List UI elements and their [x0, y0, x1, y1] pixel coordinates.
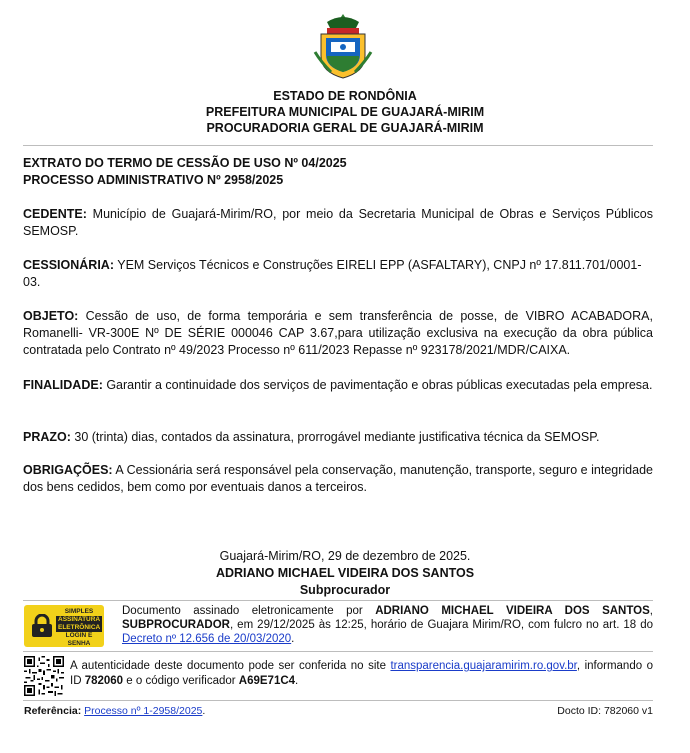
- cessionaria-label: CESSIONÁRIA:: [23, 258, 114, 272]
- finalidade-text: Garantir a continuidade dos serviços de pavimentação e obras públicas executadas pela empresa.: [102, 378, 653, 392]
- auth-divider: [23, 651, 653, 652]
- badge-assinatura: ASSINATURA: [58, 616, 101, 623]
- section-cedente: [23, 206, 653, 240]
- auth-middle2: e o código verificador: [123, 675, 239, 687]
- objeto-text: Cessão de uso, de forma temporária e sem transferência de posse, de VIBRO ACABADORA, Romanelli- VR-300E Nº DE SÉRIE 000046 CAP 3.67,para utilização exclusiva na execução da obra pública contratada pelo Contrato nº 49/2023 Processo nº 611/2023 Repasse nº 923178/2021/MDR/CAIXA.: [23, 309, 653, 357]
- document-header: [0, 88, 690, 136]
- section-prazo: [23, 429, 653, 446]
- badge-login: LOGIN E SENHA: [65, 632, 93, 647]
- place-date: Guajará-Mirim/RO, 29 de dezembro de 2025.: [219, 549, 471, 563]
- electronic-signature-text: [122, 604, 653, 646]
- footer-doc-id: [557, 705, 653, 718]
- esig-suffix: .: [291, 633, 295, 645]
- processo-title: PROCESSO ADMINISTRATIVO Nº 2958/2025: [23, 173, 284, 187]
- electronic-signature-badge: [24, 605, 104, 647]
- section-obrigacoes: [23, 462, 653, 496]
- section-cessionaria: [23, 257, 653, 291]
- doc-id-text: Docto ID: 782060 v1: [557, 705, 653, 717]
- header-procuradoria: PROCURADORIA GERAL DE GUAJARÁ-MIRIM: [206, 121, 484, 135]
- esig-prefix: Documento assinado eletronicamente por: [122, 605, 376, 617]
- footer-divider: [23, 700, 653, 701]
- auth-suffix: .: [295, 675, 299, 687]
- decree-link[interactable]: Decreto nº 12.656 de 20/03/2020: [122, 633, 292, 645]
- header-divider: [23, 145, 653, 146]
- transparency-site-link[interactable]: transparencia.guajaramirim.ro.gov.br: [390, 660, 577, 672]
- badge-label: [56, 608, 102, 648]
- reference-suffix: .: [202, 705, 206, 717]
- qr-code-icon: [24, 656, 64, 696]
- obrigacoes-label: OBRIGAÇÕES:: [23, 463, 113, 477]
- process-link[interactable]: Processo nº 1-2958/2025: [84, 705, 203, 717]
- cessionaria-text: YEM Serviços Técnicos e Construções EIRELI EPP (ASFALTARY), CNPJ nº 17.811.701/0001-03.: [23, 258, 642, 289]
- auth-prefix: A autenticidade deste documento pode ser conferida no site: [70, 660, 391, 672]
- badge-eletronica: ELETRÔNICA: [58, 624, 101, 631]
- extrato-title: EXTRATO DO TERMO DE CESSÃO DE USO Nº 04/2025: [23, 156, 347, 170]
- prazo-text: 30 (trinta) dias, contados da assinatura, prorrogável mediante justificativa técnica da SEMOSP.: [70, 430, 600, 444]
- section-finalidade: [23, 377, 653, 394]
- badge-simples: SIMPLES: [64, 608, 94, 615]
- municipal-crest-logo: [313, 12, 373, 80]
- signer-name: ADRIANO MICHAEL VIDEIRA DOS SANTOS: [215, 566, 475, 580]
- authenticity-text: [70, 659, 653, 689]
- header-prefeitura: PREFEITURA MUNICIPAL DE GUAJARÁ-MIRIM: [205, 105, 485, 119]
- section-objeto: [23, 308, 653, 359]
- header-state: ESTADO DE RONDÔNIA: [273, 89, 417, 103]
- reference-label: Referência:: [24, 705, 82, 717]
- document-id: 782060: [84, 675, 124, 687]
- esig-signer: ADRIANO MICHAEL VIDEIRA DOS SANTOS: [375, 605, 650, 617]
- lock-icon: [31, 614, 53, 638]
- auth-middle: , informando o ID: [70, 660, 653, 687]
- signer-role: Subprocurador: [299, 583, 391, 597]
- cedente-label: CEDENTE:: [23, 207, 87, 221]
- signature-block: [0, 548, 690, 599]
- obrigacoes-text: A Cessionária será responsável pela conservação, manutenção, transporte, seguro e integridade dos bens cedidos, bem como por eventuais danos a terceiros.: [23, 463, 653, 494]
- prazo-label: PRAZO:: [23, 430, 71, 444]
- document-title: [23, 155, 653, 189]
- signature-divider: [23, 600, 653, 601]
- esig-role: SUBPROCURADOR: [122, 619, 230, 631]
- esig-middle: , em 29/12/2025 às 12:25, horário de Guajara Mirim/RO, com fulcro no art. 18 do: [229, 619, 653, 631]
- cedente-text: Município de Guajará-Mirim/RO, por meio da Secretaria Municipal de Obras e Serviços Públicos SEMOSP.: [23, 207, 653, 238]
- finalidade-label: FINALIDADE:: [23, 378, 103, 392]
- esig-comma: ,: [649, 605, 653, 617]
- footer-reference: [24, 705, 205, 718]
- objeto-label: OBJETO:: [23, 309, 79, 323]
- verification-code: A69E71C4: [238, 675, 296, 687]
